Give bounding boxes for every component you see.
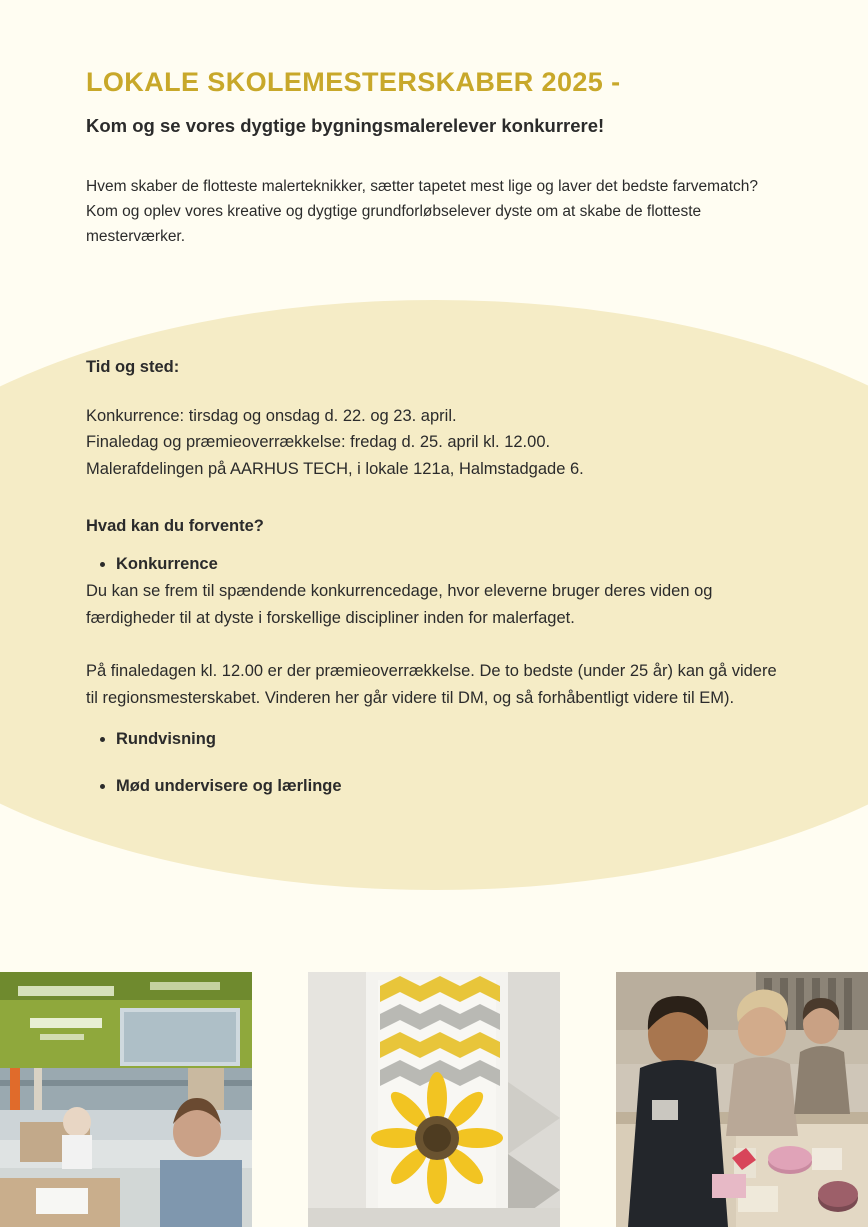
photo-workshop-classroom-image	[0, 972, 252, 1227]
intro-paragraph: Hvem skaber de flotteste malerteknikker, sætter tapetet mest lige og laver det bedste farvematch? Kom og oplev vores kreative og dygtige grundforløbselever dyste om at skabe de flotteste mesterværker.	[86, 177, 758, 246]
time-place-line-1: Konkurrence: tirsdag og onsdag d. 22. og 23. april.	[86, 406, 457, 425]
expect-heading: Hvad kan du forvente?	[86, 516, 264, 535]
expect-bullet-list-1	[86, 552, 782, 577]
time-place-line-3: Malerafdelingen på AARHUS TECH, i lokale 121a, Halmstadgade 6.	[86, 459, 584, 478]
list-item-moed-undervisere: • Mød undervisere og lærlinge	[116, 774, 782, 799]
photo-workshop-classroom	[0, 972, 252, 1227]
photo-wall-panel-sunflower	[308, 972, 560, 1227]
photo-students-mixing-paint-image	[616, 972, 868, 1227]
page-title: LOKALE SKOLEMESTERSKABER 2025 -	[86, 67, 621, 97]
time-place-section	[86, 250, 782, 483]
time-place-line-2: Finaledag og præmieoverrækkelse: fredag d. 25. april kl. 12.00.	[86, 433, 551, 452]
time-place-heading: Tid og sted:	[86, 357, 180, 376]
konkurrence-paragraph: Du kan se frem til spændende konkurrencedage, hvor eleverne bruger deres viden og færdigheder til at dyste i forskellige discipliner inden for malerfaget.	[86, 582, 713, 628]
photo-students-mixing-paint	[616, 972, 868, 1227]
photo-strip	[0, 972, 868, 1227]
page-subtitle: Kom og se vores dygtige bygningsmalerelever konkurrere!	[86, 114, 605, 136]
list-item-rundvisning: • Rundvisning	[116, 727, 782, 752]
time-place-lines	[86, 403, 782, 483]
final-day-paragraph: På finaledagen kl. 12.00 er der præmieoverrækkelse. De to bedste (under 25 år) kan gå videre til regionsmesterskabet. Vinderen her går videre til DM, og så forhåbentligt videre til EM).	[86, 661, 777, 707]
expect-bullet-list-2	[86, 727, 782, 799]
photo-wall-panel-sunflower-image	[308, 972, 560, 1227]
list-item-konkurrence: • Konkurrence	[116, 552, 782, 577]
